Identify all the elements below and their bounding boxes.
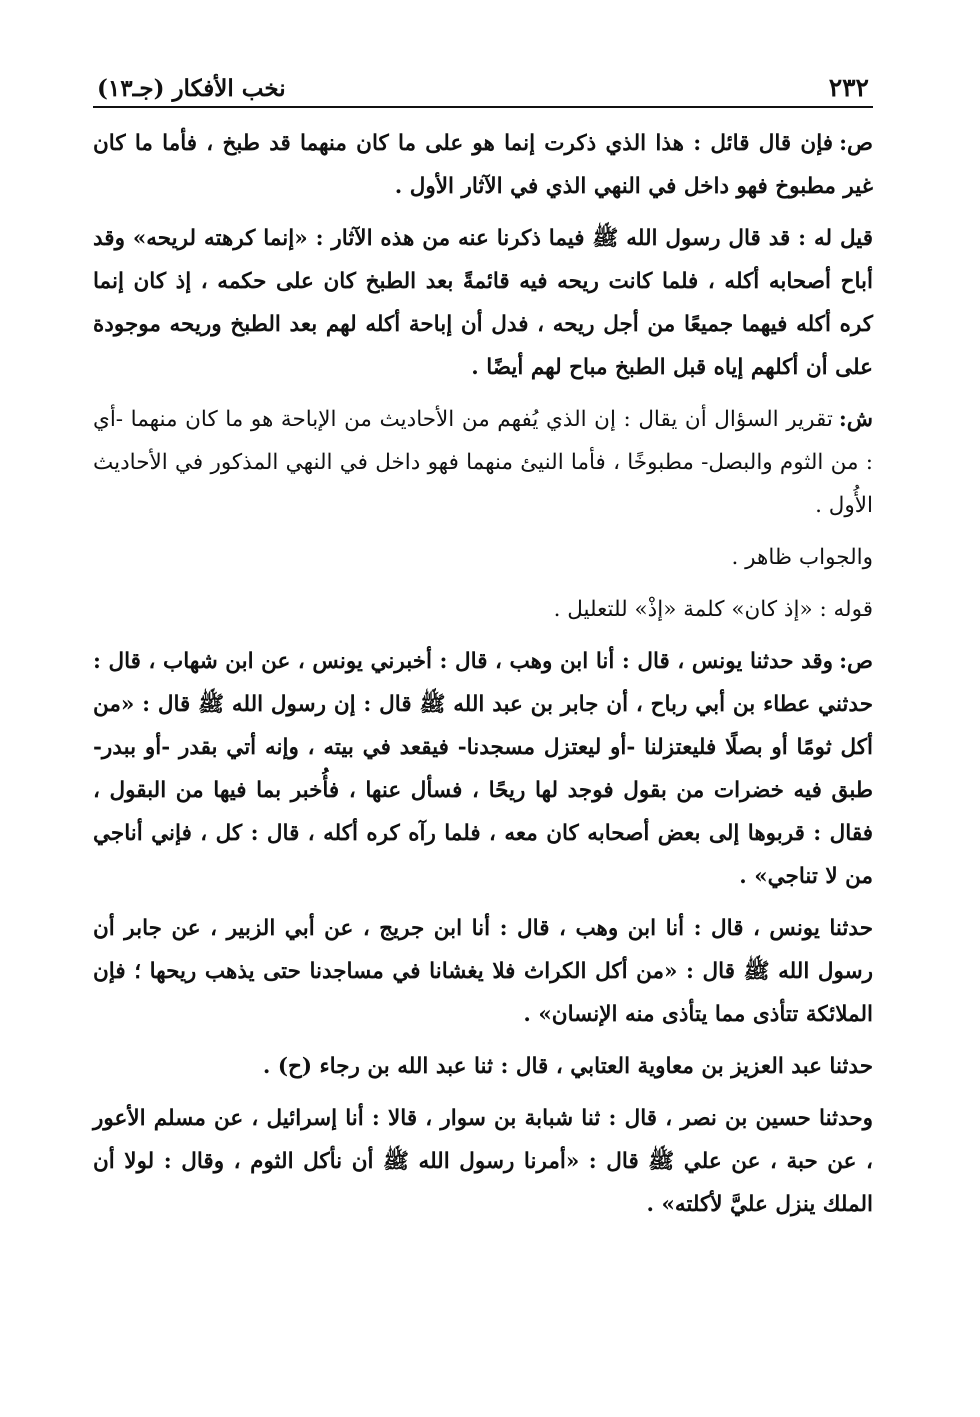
paragraph-text: والجواب ظاهر . xyxy=(731,545,873,570)
paragraph-sad-1 xyxy=(93,122,873,208)
book-page xyxy=(93,60,873,1235)
paragraph-text: تقرير السؤال أن يقال : إن الذي يُفهم من الأحاديث من الإباحة هو ما كان منهما -أي : من الثوم والبصل- مطبوخًا ، فأما النيئ منهما فهو داخل في النهي المذكور في الأحاديث الأُول . xyxy=(93,407,873,518)
page-body xyxy=(93,108,873,1226)
paragraph-reply xyxy=(93,217,873,389)
paragraph-text: قوله : «إذ كان» كلمة «إذْ» للتعليل . xyxy=(553,597,873,622)
section-marker: ص: xyxy=(839,649,873,674)
page-header xyxy=(93,60,873,108)
running-title: نخب الأفكار (جـ١٣) xyxy=(97,75,286,102)
paragraph-isnad-2 xyxy=(93,1097,873,1226)
paragraph-text: وحدثنا حسين بن نصر ، قال : ثنا شبابة بن سوار ، قالا : أنا إسرائيل ، عن مسلم الأعور ، عن حبة ، عن علي ﷺ قال : «أمرنا رسول الله ﷺ أن نأكل الثوم ، وقال : لولا أن الملك ينزل عليَّ لأكلته» . xyxy=(93,1106,873,1217)
paragraph-text: فإن قال قائل : هذا الذي ذكرت إنما هو على ما كان منهما قد طبخ ، فأما ما كان غير مطبوخ فهو داخل في النهي الذي في الآثار الأول . xyxy=(93,131,873,199)
paragraph-text: قيل له : قد قال رسول الله ﷺ فيما ذكرنا عنه من هذه الآثار : «إنما كرهته لريحه» وقد أباح أصحابه أكله ، فلما كانت ريحه فيه قائمةً بعد الطبخ كان على حكمه ، إذ كان إنما كره أكله فيهما جميعًا من أجل ريحه ، فدل أن إباحة أكله لهم بعد الطبخ وريحه موجودة على أن أكلهم إياه قبل الطبخ مباح لهم أيضًا . xyxy=(93,226,873,380)
paragraph-text: وقد حدثنا يونس ، قال : أنا ابن وهب ، قال : أخبرني يونس ، عن ابن شهاب ، قال : حدثني عطاء بن أبي رباح ، أن جابر بن عبد الله ﷺ قال : إن رسول الله ﷺ قال : «من أكل ثومًا أو بصلًا فليعتزلنا -أو ليعتزل مسجدنا- فيقعد في بيته ، وإنه أتي بقدر -أو ببدر- طبق فيه خضرات من بقول فوجد لها ريحًا ، فسأل عنها ، فأُخبر بما فيها من البقول ، فقال : قربوها إلى بعض أصحابه كان معه ، فلما رآه كره أكله ، قال : كل ، فإني أناجي من لا تناجي» . xyxy=(93,649,873,889)
paragraph-hadith-kurrath xyxy=(93,907,873,1036)
paragraph-text: حدثنا عبد العزيز بن معاوية العتابي ، قال : ثنا عبد الله بن رجاء (ح) . xyxy=(262,1054,873,1079)
paragraph-sad-2 xyxy=(93,640,873,898)
section-marker: ص: xyxy=(839,131,873,156)
page-number: ٢٣٢ xyxy=(828,73,869,102)
paragraph-answer xyxy=(93,536,873,579)
paragraph-isnad-1 xyxy=(93,1045,873,1088)
section-marker: ش: xyxy=(838,407,873,432)
paragraph-comment xyxy=(93,588,873,631)
paragraph-sharh-1 xyxy=(93,398,873,527)
paragraph-text: حدثنا يونس ، قال : أنا ابن وهب ، قال : أنا ابن جريج ، عن أبي الزبير ، عن جابر أن رسول الله ﷺ قال : «من أكل الكراث فلا يغشانا في مساجدنا حتى يذهب ريحها ؛ فإن الملائكة تتأذى مما يتأذى منه الإنسان» . xyxy=(93,916,873,1027)
